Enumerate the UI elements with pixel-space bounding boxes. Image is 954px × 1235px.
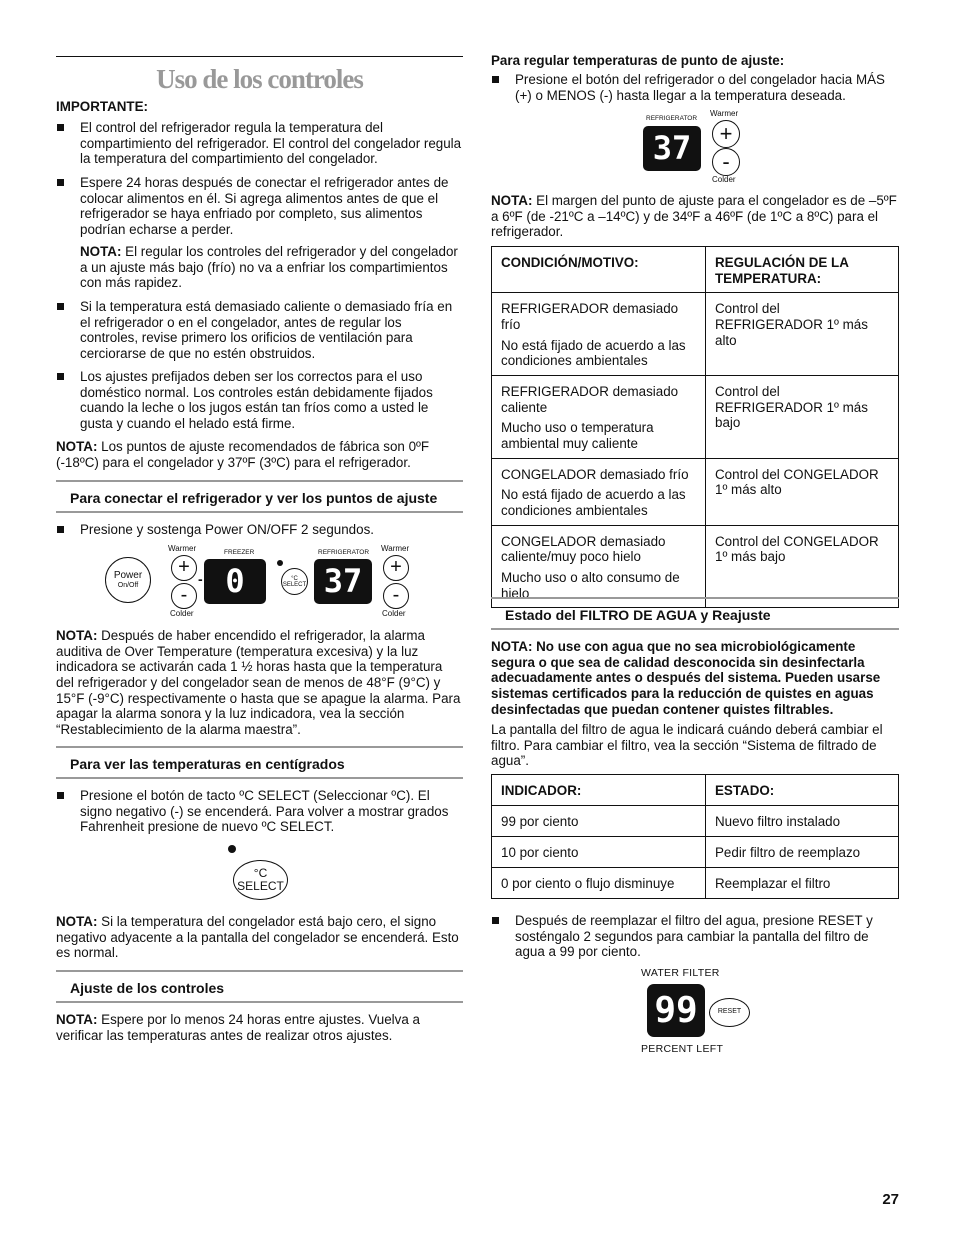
refrigerator-warmer-button[interactable] xyxy=(383,555,409,581)
minus-icon: - xyxy=(180,584,188,607)
reset-label: RESET xyxy=(717,1008,742,1016)
note-margin-text: El margen del punto de ajuste para el congelador es de –5ºF a 6ºF (de -21ºC a –14ºC) y de 34ºF a 46ºF (de 1ºC a 8ºC) para el refrigerador. xyxy=(491,193,897,240)
refrigerator-temp-value: 37 xyxy=(323,562,363,600)
table-row xyxy=(492,376,899,459)
c-select-button[interactable] xyxy=(233,860,288,900)
bullet-item: Presione y sostenga Power ON/OFF 2 segundos. xyxy=(56,522,463,538)
refrigerator-display xyxy=(643,126,701,171)
water-filter-graphic xyxy=(638,966,758,1058)
table-cell-condition xyxy=(492,525,706,608)
refrigerator-temp-value: 37 xyxy=(652,129,692,167)
table-cell-regulation: Control del REFRIGERADOR 1º más bajo xyxy=(706,376,899,459)
nota-label: NOTA: xyxy=(56,628,98,643)
refrigerator-label: REFRIGERATOR xyxy=(318,549,370,556)
table-row xyxy=(492,458,899,525)
select-label: SELECT xyxy=(237,879,284,893)
note-margin xyxy=(491,193,899,240)
table-cell-regulation: Control del CONGELADOR 1º más bajo xyxy=(706,525,899,608)
table-cell: 10 por ciento xyxy=(492,837,706,868)
table-cell-condition xyxy=(492,293,706,376)
water-filter-display xyxy=(647,984,705,1037)
c-select-button[interactable] xyxy=(281,568,308,595)
note-factory xyxy=(56,439,463,470)
reason-text: No está fijado de acuerdo a las condiciones ambientales xyxy=(501,337,686,369)
table-cell: 99 por ciento xyxy=(492,806,706,837)
c-symbol: °C xyxy=(253,866,268,881)
note-factory-text: Los puntos de ajuste recomendados de fábrica son 0ºF (-18ºC) para el congelador y 37ºF (3ºC) para el refrigerador. xyxy=(56,439,430,470)
table-header-row xyxy=(492,775,899,806)
nested-note xyxy=(80,244,463,291)
nota-label: NOTA: xyxy=(491,193,533,208)
filter-percent-value: 99 xyxy=(654,990,698,1031)
percent-left-label: PERCENT LEFT xyxy=(641,1043,724,1055)
nota-label: NOTA: xyxy=(56,439,98,454)
table-cell-regulation: Control del REFRIGERADOR 1º más alto xyxy=(706,293,899,376)
setpoint-heading: Para regular temperaturas de punto de ajuste: xyxy=(491,53,785,68)
reason-text: No está fijado de acuerdo a las condiciones ambientales xyxy=(501,487,686,519)
bullet-item: Presione el botón de tacto ºC SELECT (Seleccionar ºC). El signo negativo (-) se encenderá. Para volver a mostrar grados Fahrenheit presione de nuevo ºC SELECT. xyxy=(56,788,463,835)
table-row xyxy=(492,868,899,899)
table-cell-regulation: Control del CONGELADOR 1º más alto xyxy=(706,458,899,525)
colder-label: Colder xyxy=(170,609,194,618)
note-wait-text: Espere por lo menos 24 horas entre ajustes. Vuelva a verificar las temperaturas antes de realizar otros ajustes. xyxy=(56,1012,420,1043)
condition-text: CONGELADOR demasiado caliente/muy poco hielo xyxy=(501,533,666,565)
table-header-cell: ESTADO: xyxy=(706,775,899,806)
warmer-label: Warmer xyxy=(710,109,739,118)
freezer-warmer-button[interactable] xyxy=(171,555,197,581)
nota-label: NOTA: xyxy=(56,914,98,929)
refrigerator-colder-button[interactable] xyxy=(383,583,409,609)
freezer-colder-button[interactable] xyxy=(171,583,197,609)
bullet-item: El control del refrigerador regula la temperatura del compartimiento del refrigerador. El control del congelador regula la temperatura del compartimiento del congelador. xyxy=(56,120,463,167)
refrigerator-colder-button[interactable] xyxy=(712,148,740,176)
table-cell: 0 por ciento o flujo disminuye xyxy=(492,868,706,899)
freezer-temp-value: 0 xyxy=(225,562,245,600)
bullet-item: Espere 24 horas después de conectar el refrigerador antes de colocar alimentos en él. Si agrega alimentos antes de que el refrigerador se haya enfriado por completo, sus alimentos podrían echarse a perder. xyxy=(56,175,463,238)
nested-note-text: El regular los controles del refrigerador y del congelador a un ajuste más bajo (frío) no va a enfriar los compartimientos con más rapidez. xyxy=(80,244,458,291)
table-cell: Nuevo filtro instalado xyxy=(706,806,899,837)
bullet-item: Después de reemplazar el filtro del agua, presione RESET y sosténgalo 2 segundos para cambiar la pantalla del filtro de agua a 99 por ciento. xyxy=(491,913,899,960)
warmer-label: Warmer xyxy=(168,544,197,553)
select-label: SELECT xyxy=(282,581,307,588)
nota-label: NOTA: xyxy=(56,1012,98,1027)
reason-text: Mucho uso o temperatura ambiental muy caliente xyxy=(501,420,654,452)
note-alarm xyxy=(56,628,463,738)
reset-button[interactable] xyxy=(709,998,750,1027)
indicator-dot xyxy=(277,560,283,566)
warmer-label: Warmer xyxy=(381,544,410,553)
table-row xyxy=(492,837,899,868)
plus-icon: + xyxy=(719,121,733,147)
bullet-item: Presione el botón del refrigerador o del congelador hacia MÁS (+) o MENOS (-) hasta llegar a la temperatura deseada. xyxy=(491,72,899,103)
c-select-graphic xyxy=(228,845,292,901)
filter-status-table xyxy=(491,774,899,899)
table-cell-condition xyxy=(492,376,706,459)
refrigerator-control-graphic xyxy=(643,108,753,184)
table-header-cell: INDICADOR: xyxy=(492,775,706,806)
table-row xyxy=(492,806,899,837)
note-wait xyxy=(56,1012,463,1043)
power-label: Power xyxy=(113,570,143,582)
refrigerator-label: REFRIGERATOR xyxy=(646,115,698,122)
plus-icon: + xyxy=(178,556,190,579)
condition-text: CONGELADOR demasiado frío xyxy=(501,466,689,482)
importante-label: IMPORTANTE: xyxy=(56,99,148,114)
indicator-dot xyxy=(228,845,236,853)
colder-label: Colder xyxy=(382,609,406,618)
page-title: Uso de los controles xyxy=(156,64,363,94)
condition-text: REFRIGERADOR demasiado caliente xyxy=(501,384,679,415)
table-row xyxy=(492,293,899,376)
minus-icon: - xyxy=(392,584,400,607)
section-header-celsius: Para ver las temperaturas en centígrados xyxy=(56,746,463,779)
refrigerator-display xyxy=(314,559,372,604)
table-header-row xyxy=(492,247,899,293)
table-cell: Reemplazar el filtro xyxy=(706,868,899,899)
note-alarm-text: Después de haber encendido el refrigerador, la alarma auditiva de Over Temperature (temperatura excesiva) y la luz indicadora se activarán cada 1 ½ horas hasta que la temperatura del refrigerador y del congelador sean de menos de 48°F (9°C) y 15°F (-9°C) respectivamente o hasta que se apague la alarma. Para apagar la alarma sonora y la luz indicadora, vea la sección “Restablecimiento de la alarma maestra”. xyxy=(56,628,461,738)
table-header-cell: REGULACIÓN DE LA TEMPERATURA: xyxy=(706,247,899,293)
note-negative xyxy=(56,914,463,961)
c-symbol: °C xyxy=(291,575,298,582)
water-filter-label: WATER FILTER xyxy=(641,967,720,979)
reason-text: Mucho uso o alto consumo de hielo xyxy=(501,570,680,601)
colder-label: Colder xyxy=(712,175,736,184)
section-header-connect: Para conectar el refrigerador y ver los puntos de ajuste xyxy=(56,480,463,513)
table-header-cell: CONDICIÓN/MOTIVO: xyxy=(492,247,706,293)
note-negative-text: Si la temperatura del congelador está bajo cero, el signo negativo adyacente a la pantalla del congelador se encenderá. Esto es normal. xyxy=(56,914,459,961)
power-button[interactable] xyxy=(105,557,151,603)
table-row xyxy=(492,525,899,608)
bullet-item: Si la temperatura está demasiado caliente o demasiado fría en el refrigerador o en el congelador, antes de regular los controles, revise primero los orificios de ventilación para cerciorarse de que no estén obstruidos. xyxy=(56,299,463,362)
filter-paragraph: La pantalla del filtro de agua le indicará cuándo deberá cambiar el filtro. Para cambiar el filtro, vea la sección “Sistema de filtrado de agua”. xyxy=(491,722,883,769)
bullet-item: Los ajustes prefijados deben ser los correctos para el uso doméstico normal. Los controles están debidamente fijados cuando la leche o los jugos están tan fríos como a usted le gusta y cuando el helado está firme. xyxy=(56,369,463,432)
table-cell-condition xyxy=(492,458,706,525)
top-rule xyxy=(56,56,463,57)
temperature-adjust-table xyxy=(491,246,899,608)
onoff-label: On/Off xyxy=(117,581,139,589)
nota-label: NOTA: xyxy=(80,244,122,259)
freezer-display xyxy=(204,559,266,604)
freezer-label: FREEZER xyxy=(224,549,255,556)
refrigerator-warmer-button[interactable] xyxy=(712,120,740,148)
minus-icon: - xyxy=(722,149,730,175)
condition-text: REFRIGERADOR demasiado frío xyxy=(501,301,679,333)
negative-sign-indicator: - xyxy=(198,571,203,587)
table-cell: Pedir filtro de reemplazo xyxy=(706,837,899,868)
control-panel-graphic xyxy=(104,543,424,619)
note-filter-warning: NOTA: No use con agua que no sea microbiológicamente segura o que sea de calidad desconocida sin desinfectarla adecuadamente antes o después del sistema. Pueden usarse sistemas certificados para la reducción de quistes en aguas desinfectadas que puedan contener quistes filtrables. xyxy=(491,639,881,717)
plus-icon: + xyxy=(390,556,402,579)
section-header-adjust: Ajuste de los controles xyxy=(56,970,463,1003)
section-header-filter: Estado del FILTRO DE AGUA y Reajuste xyxy=(491,597,899,630)
page-number: 27 xyxy=(882,1191,899,1208)
